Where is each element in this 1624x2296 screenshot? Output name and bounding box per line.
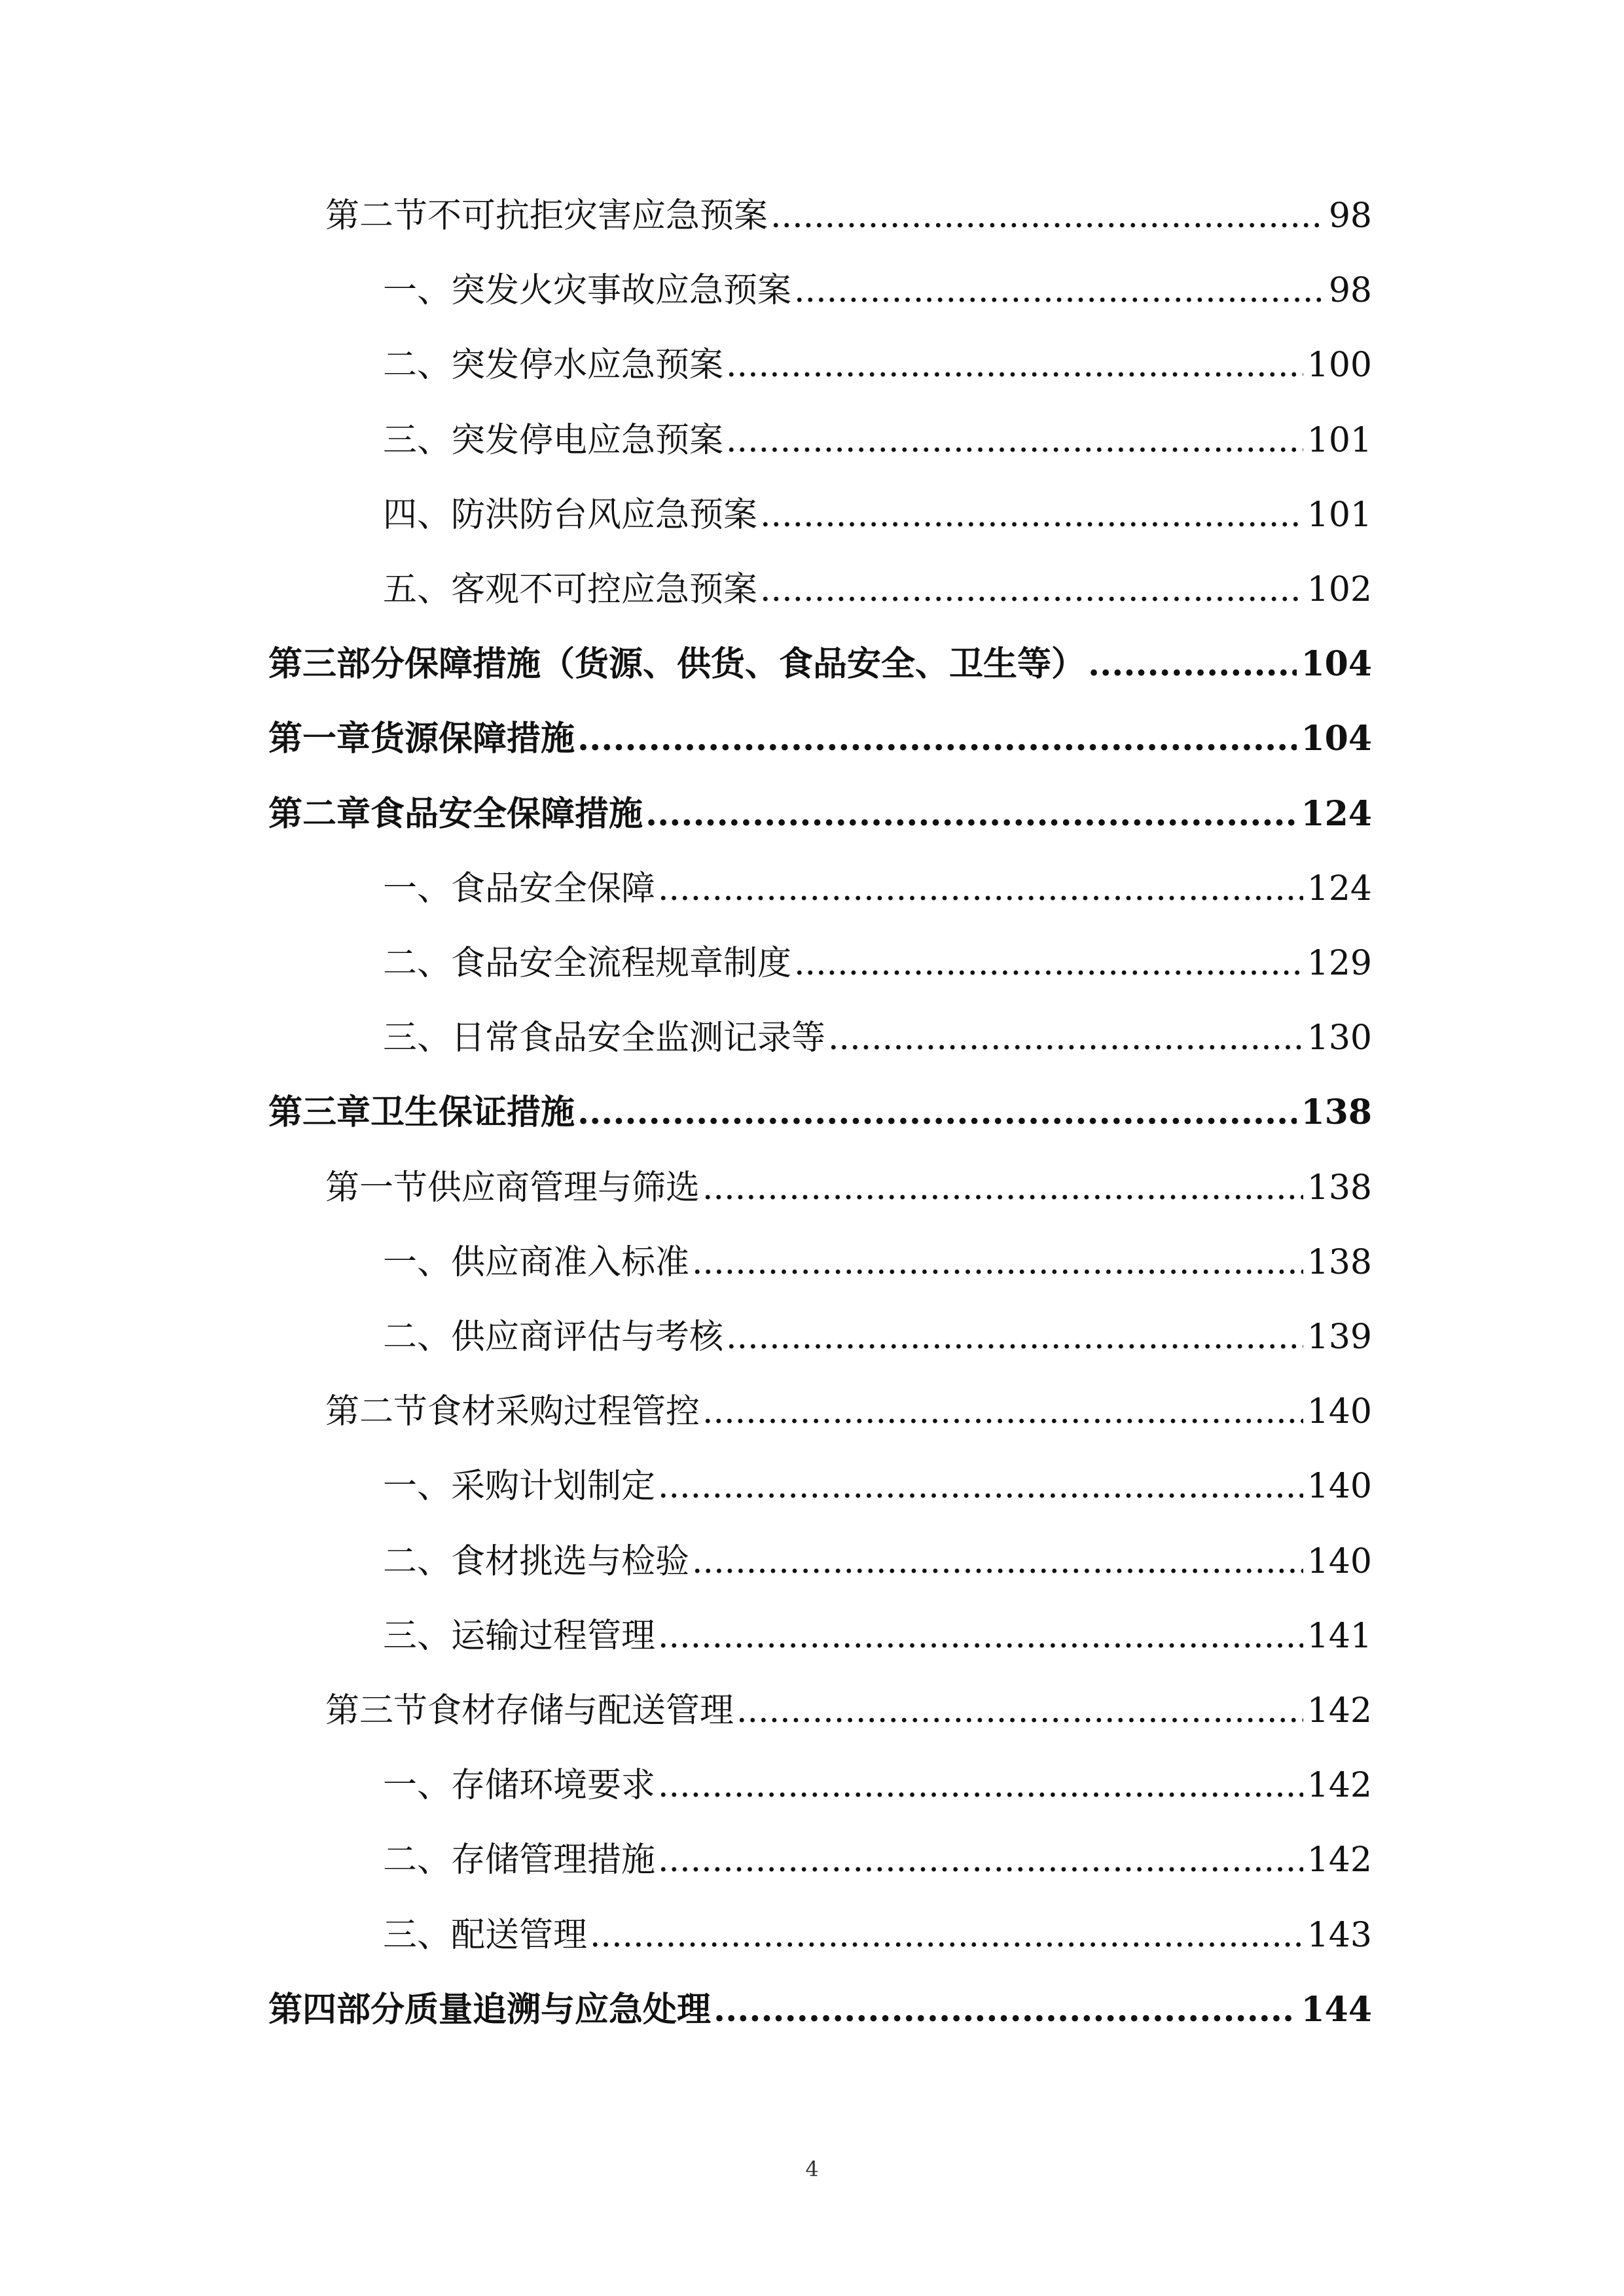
- toc-entry-number: 一、: [383, 869, 452, 908]
- toc-dot-leader: [794, 941, 1303, 986]
- toc-entry-title: 食材存储与配送管理: [427, 1691, 734, 1731]
- toc-entry-page: 142: [1307, 1766, 1372, 1806]
- toc-entry-title: 运输过程管理: [451, 1616, 656, 1656]
- toc-entry-number: 一、: [383, 271, 452, 311]
- toc-entry[interactable]: [268, 641, 1372, 687]
- toc-entry-page: 140: [1307, 1467, 1372, 1507]
- toc-entry[interactable]: [268, 1090, 1372, 1136]
- toc-entry[interactable]: [383, 866, 1372, 912]
- toc-entry-page: 140: [1307, 1392, 1372, 1432]
- toc-entry-title: 食材采购过程管控: [427, 1392, 700, 1432]
- toc-entry-page: 124: [1301, 793, 1372, 834]
- toc-entry-page: 138: [1307, 1168, 1372, 1208]
- toc-entry-number: 四、: [383, 495, 452, 535]
- toc-entry-page: 140: [1307, 1541, 1372, 1581]
- toc-entry-number: 三、: [383, 420, 452, 460]
- toc-entry-page: 141: [1307, 1616, 1372, 1656]
- toc-entry-number: 第二节: [325, 1392, 428, 1432]
- toc-entry-title: 保障措施（货源、供货、食品安全、卫生等）: [405, 644, 1086, 685]
- toc-entry[interactable]: [383, 1613, 1372, 1659]
- toc-entry-title: 食品安全保障措施: [370, 793, 643, 834]
- toc-dot-leader: [658, 1837, 1303, 1883]
- toc-entry-title: 质量追溯与应急处理: [405, 1989, 712, 2030]
- toc-entry-title: 突发火灾事故应急预案: [451, 271, 792, 311]
- toc-entry-title: 不可抗拒灾害应急预案: [427, 196, 768, 236]
- toc-dot-leader: [692, 1539, 1303, 1585]
- toc-entry[interactable]: [383, 492, 1372, 538]
- toc-entry-page: 144: [1301, 1989, 1372, 2030]
- toc-entry-number: 一、: [383, 1467, 452, 1507]
- toc-entry-number: 第一节: [325, 1168, 428, 1208]
- toc-entry-title: 食品安全流程规章制度: [451, 944, 792, 983]
- toc-dot-leader: [590, 1912, 1303, 1958]
- toc-entry-page: 143: [1307, 1915, 1372, 1955]
- toc-entry[interactable]: [325, 1165, 1372, 1211]
- toc-dot-leader: [658, 1463, 1303, 1509]
- toc-entry-number: 五、: [383, 570, 452, 609]
- toc-entry-page: 130: [1307, 1018, 1372, 1058]
- toc-dot-leader: [726, 342, 1303, 388]
- toc-dot-leader: [760, 567, 1303, 613]
- toc-entry[interactable]: [383, 941, 1372, 986]
- toc-entry-title: 货源保障措施: [370, 719, 575, 759]
- toc-entry[interactable]: [268, 1987, 1372, 2033]
- toc-dot-leader: [577, 1090, 1297, 1136]
- toc-entry-page: 98: [1328, 271, 1372, 311]
- toc-entry[interactable]: [383, 1240, 1372, 1285]
- toc-entry[interactable]: [383, 1837, 1372, 1883]
- toc-dot-leader: [794, 268, 1325, 314]
- toc-entry-title: 存储环境要求: [451, 1766, 656, 1806]
- toc-entry[interactable]: [383, 1463, 1372, 1509]
- toc-entry-number: 三、: [383, 1018, 452, 1058]
- toc-dot-leader: [658, 1613, 1303, 1659]
- toc-dot-leader: [736, 1688, 1303, 1734]
- toc-entry[interactable]: [383, 342, 1372, 388]
- toc-entry-number: 第三部分: [268, 644, 405, 685]
- toc-dot-leader: [702, 1165, 1303, 1211]
- toc-entry-page: 102: [1307, 570, 1372, 609]
- toc-entry[interactable]: [383, 567, 1372, 613]
- toc-entry[interactable]: [383, 1314, 1372, 1360]
- toc-dot-leader: [726, 1314, 1303, 1360]
- toc-entry-number: 二、: [383, 1840, 452, 1880]
- toc-entry[interactable]: [325, 1389, 1372, 1435]
- toc-dot-leader: [1088, 641, 1297, 687]
- toc-entry-number: 三、: [383, 1616, 452, 1656]
- toc-dot-leader: [760, 492, 1303, 538]
- toc-entry-page: 138: [1301, 1092, 1372, 1133]
- toc-entry-title: 日常食品安全监测记录等: [451, 1018, 826, 1058]
- toc-entry-title: 食品安全保障: [451, 869, 656, 908]
- toc-entry-page: 101: [1307, 420, 1372, 460]
- page-number: 4: [805, 2157, 819, 2181]
- toc-entry-page: 129: [1307, 944, 1372, 983]
- toc-entry-title: 供应商评估与考核: [451, 1318, 724, 1357]
- toc-entry-page: 142: [1307, 1840, 1372, 1880]
- toc-entry[interactable]: [383, 418, 1372, 463]
- toc-entry-title: 客观不可控应急预案: [451, 570, 758, 609]
- toc-entry-title: 突发停水应急预案: [451, 346, 724, 386]
- toc-entry[interactable]: [268, 791, 1372, 837]
- toc-entry-page: 101: [1307, 495, 1372, 535]
- toc-entry-page: 142: [1307, 1691, 1372, 1731]
- toc-dot-leader: [658, 1763, 1303, 1808]
- toc-entry-number: 第一章: [268, 719, 371, 759]
- toc-entry-number: 第二节: [325, 196, 428, 236]
- toc-dot-leader: [828, 1015, 1303, 1061]
- toc-entry-title: 供应商管理与筛选: [427, 1168, 700, 1208]
- toc-entry-title: 存储管理措施: [451, 1840, 656, 1880]
- toc-dot-leader: [713, 1987, 1297, 2033]
- toc-dot-leader: [692, 1240, 1303, 1285]
- toc-dot-leader: [726, 418, 1303, 463]
- toc-entry-number: 第三节: [325, 1691, 428, 1731]
- toc-entry-title: 突发停电应急预案: [451, 420, 724, 460]
- toc-dot-leader: [577, 716, 1297, 762]
- toc-entry-page: 124: [1307, 869, 1372, 908]
- toc-entry[interactable]: [383, 268, 1372, 314]
- toc-dot-leader: [658, 866, 1303, 912]
- toc-entry-title: 食材挑选与检验: [451, 1541, 690, 1581]
- toc-entry-number: 二、: [383, 346, 452, 386]
- toc-dot-leader: [702, 1389, 1303, 1435]
- toc-entry-number: 二、: [383, 1318, 452, 1357]
- toc-entry[interactable]: [268, 716, 1372, 762]
- toc-entry-page: 100: [1307, 346, 1372, 386]
- toc-entry-title: 卫生保证措施: [370, 1092, 575, 1133]
- toc-entry-page: 138: [1307, 1242, 1372, 1282]
- toc-entry-number: 二、: [383, 944, 452, 983]
- toc-entry-number: 第二章: [268, 793, 371, 834]
- toc-entry-page: 104: [1301, 644, 1372, 685]
- toc-entry-title: 供应商准入标准: [451, 1242, 690, 1282]
- toc-entry-page: 104: [1301, 719, 1372, 759]
- toc-entry[interactable]: [383, 1912, 1372, 1958]
- toc-entry-number: 三、: [383, 1915, 452, 1955]
- toc-entry-title: 采购计划制定: [451, 1467, 656, 1507]
- toc-entry-number: 一、: [383, 1766, 452, 1806]
- toc-entry-title: 配送管理: [451, 1915, 588, 1955]
- toc-entry[interactable]: [383, 1539, 1372, 1585]
- toc-entry-number: 二、: [383, 1541, 452, 1581]
- toc-dot-leader: [770, 193, 1325, 239]
- toc-entry[interactable]: [383, 1015, 1372, 1061]
- toc-dot-leader: [645, 791, 1297, 837]
- toc-entry[interactable]: [325, 193, 1372, 239]
- toc-entry-number: 第四部分: [268, 1989, 405, 2030]
- toc-entry-title: 防洪防台风应急预案: [451, 495, 758, 535]
- toc-entry[interactable]: [383, 1763, 1372, 1808]
- toc-entry-page: 98: [1328, 196, 1372, 236]
- toc-entry[interactable]: [325, 1688, 1372, 1734]
- toc-entry-number: 一、: [383, 1242, 452, 1282]
- toc-entry-number: 第三章: [268, 1092, 371, 1133]
- toc-entry-page: 139: [1307, 1318, 1372, 1357]
